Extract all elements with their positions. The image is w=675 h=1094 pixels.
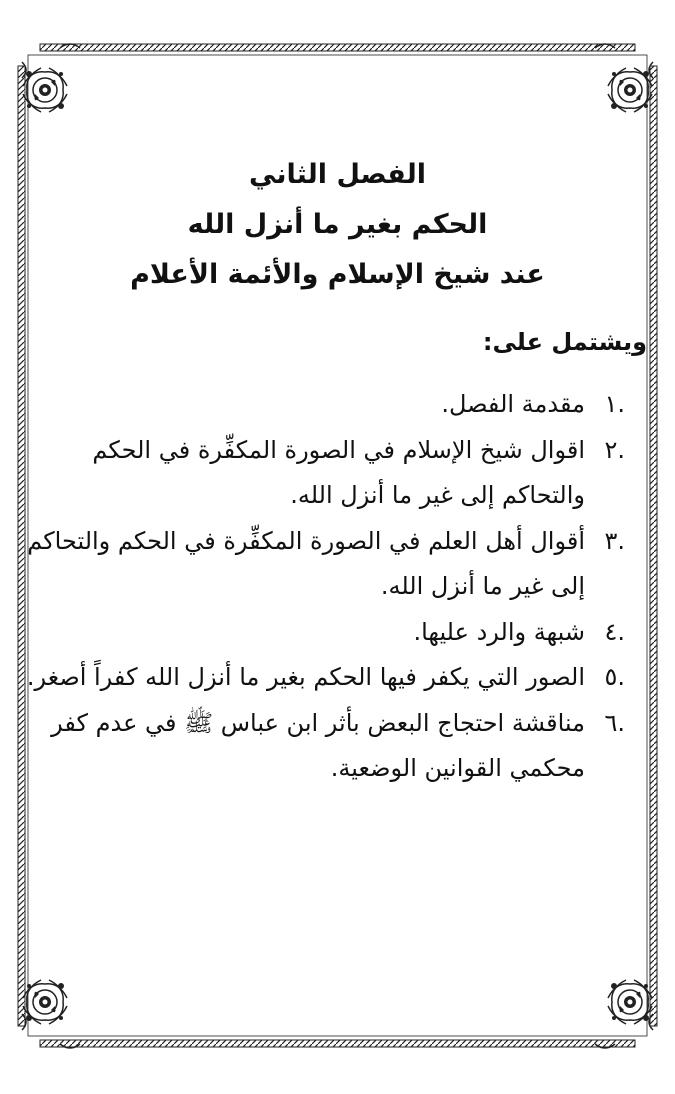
list-item-number: .٢ bbox=[604, 435, 625, 464]
list-item-number: .١ bbox=[604, 390, 625, 418]
list-item-text: اقوال شيخ الإسلام في الصورة المكفِّرة في الحكم والتحاكم إلى غير ما أنزل الله. bbox=[92, 435, 585, 509]
chapter-title: الحكم بغير ما أنزل الله bbox=[187, 209, 488, 240]
list-item bbox=[25, 610, 625, 656]
list-item-text: مقدمة الفصل. bbox=[441, 390, 585, 418]
contents-intro-label: ويشتمل على: bbox=[482, 328, 647, 356]
list-item-number: .٥ bbox=[604, 663, 625, 691]
list-item-number: .٣ bbox=[604, 526, 625, 555]
list-item-text: شبهة والرد عليها. bbox=[413, 617, 585, 646]
chapter-subtitle: عند شيخ الإسلام والأئمة الأعلام bbox=[130, 259, 545, 290]
list-item bbox=[25, 701, 625, 792]
list-item bbox=[25, 519, 625, 610]
list-item-text: أقوال أهل العلم في الصورة المكفِّرة في الحكم والتحاكم إلى غير ما أنزل الله. bbox=[27, 526, 585, 600]
list-item bbox=[25, 655, 625, 701]
list-item-text: الصور التي يكفر فيها الحكم بغير ما أنزل الله كفراً أصغر. bbox=[26, 663, 585, 691]
list-item bbox=[25, 382, 625, 428]
chapter-heading-block bbox=[0, 150, 675, 300]
chapter-contents-list bbox=[25, 382, 625, 792]
list-item bbox=[25, 428, 625, 519]
list-item-number: .٦ bbox=[604, 708, 625, 737]
chapter-number-heading: الفصل الثاني bbox=[249, 159, 426, 190]
list-item-text: مناقشة احتجاج البعض بأثر ابن عباس ﷺ في عدم كفر محكمي القوانين الوضعية. bbox=[51, 708, 585, 782]
list-item-number: .٤ bbox=[604, 617, 625, 646]
